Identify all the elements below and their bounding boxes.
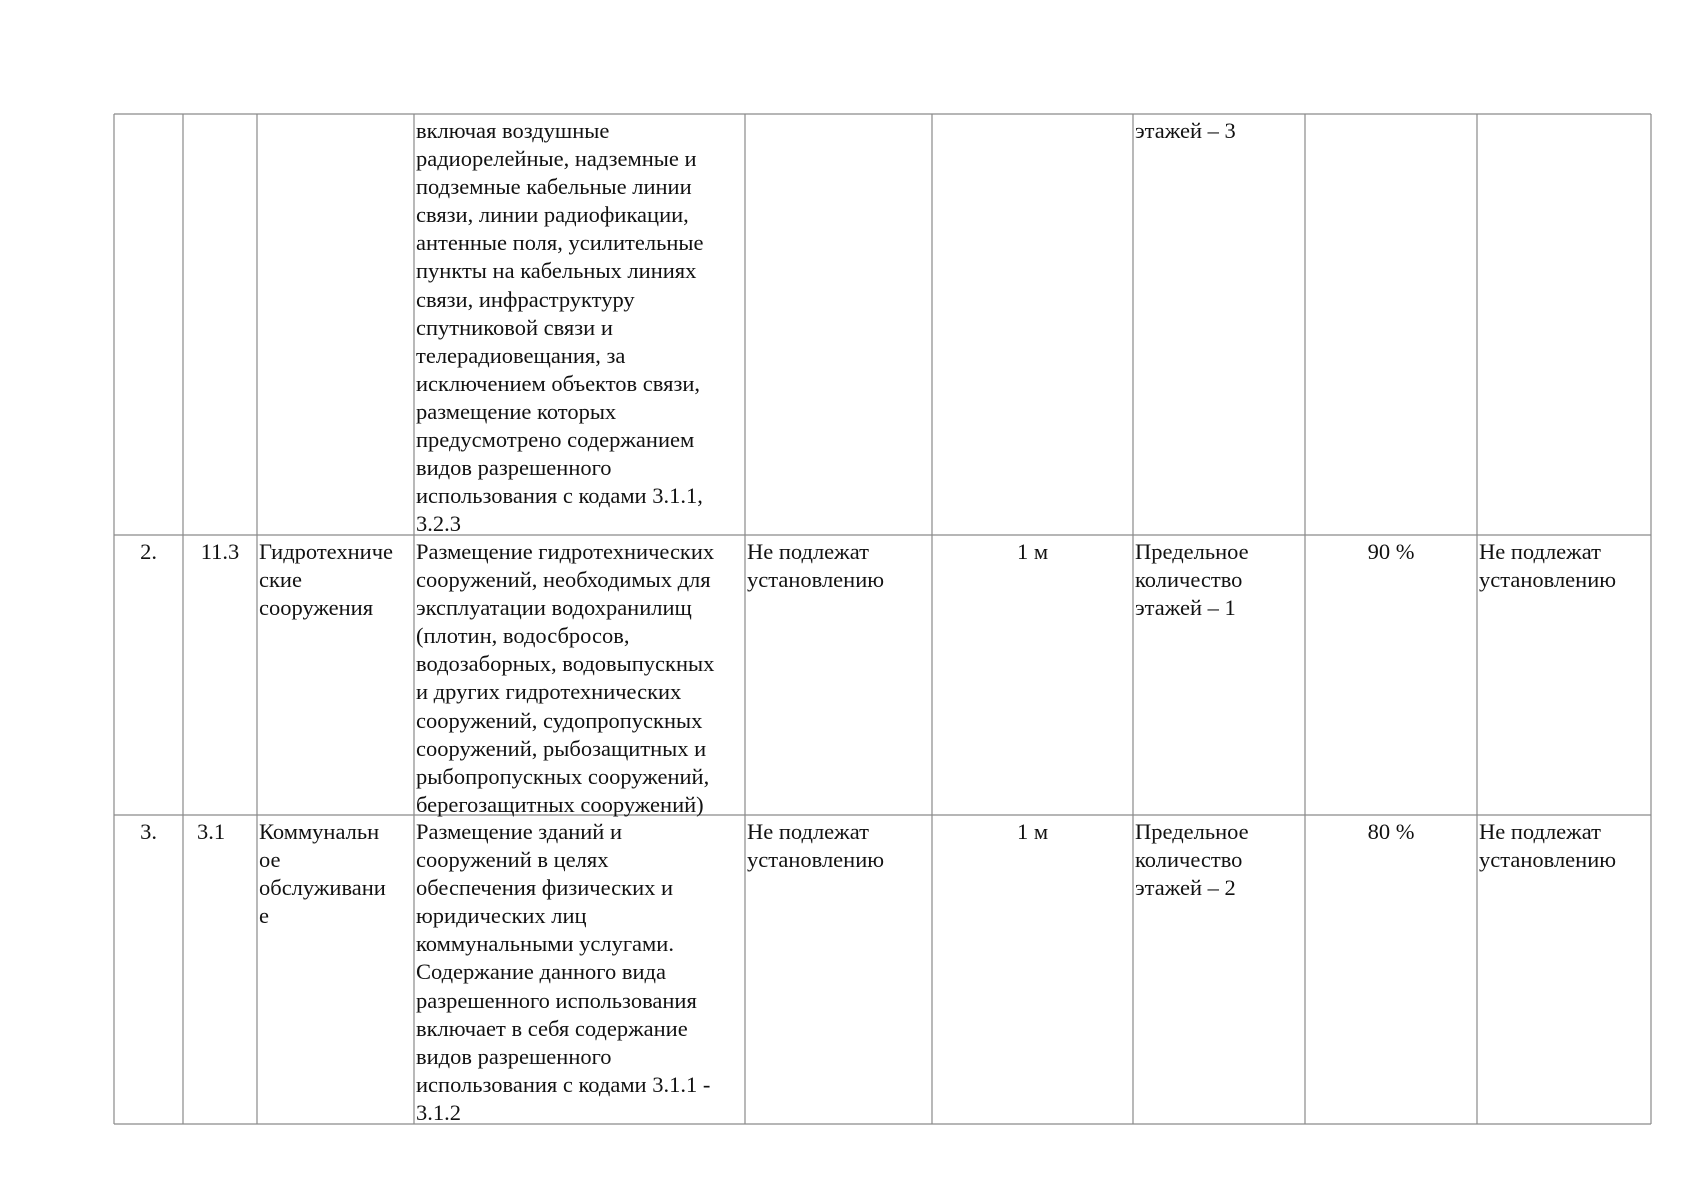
table-cell-other: Не подлежат установлению bbox=[1479, 819, 1617, 873]
table-cell-plot-size: Не подлежат установлению bbox=[747, 819, 885, 873]
table-cell-description: Размещение гидротехнических сооружений, необходимых для эксплуатации водохранилищ (плотин, водосбросов, водозаборных, водовыпускных и других гидротехнических сооружений, судопропускных сооружений, рыбозащитных и рыбопропускных сооружений, берегозащитных сооружений) bbox=[416, 539, 715, 817]
table-cell-description: включая воздушные радиорелейные, надземные и подземные кабельные линии связи, линии радиофикации, антенные поля, усилительные пункты на кабельных линиях связи, инфраструктуру спутниковой связи и телерадиовещания, за исключением объектов связи, размещение которых предусмотрено содержанием видов разрешенного использования с кодами 3.1.1, 3.2.3 bbox=[416, 118, 704, 537]
table-cell-code: 11.3 bbox=[200, 539, 240, 564]
table-cell-name: Гидротехниче ские сооружения bbox=[259, 539, 394, 621]
table-cell-floors: этажей – 3 bbox=[1135, 118, 1236, 143]
table-cell-setback: 1 м bbox=[1016, 819, 1049, 844]
table-cell-code: 3.1 bbox=[197, 819, 226, 844]
table-cell-coverage: 80 % bbox=[1367, 819, 1415, 844]
table-cell-other: Не подлежат установлению bbox=[1479, 539, 1617, 593]
table-cell-number: 2. bbox=[140, 539, 157, 564]
table-cell-name: Коммунальн ое обслуживани е bbox=[259, 819, 386, 929]
table-cell-floors: Предельное количество этажей – 1 bbox=[1135, 539, 1249, 621]
table-cell-coverage: 90 % bbox=[1367, 539, 1415, 564]
table-cell-plot-size: Не подлежат установлению bbox=[747, 539, 885, 593]
table-cell-floors: Предельное количество этажей – 2 bbox=[1135, 819, 1249, 901]
table-cell-number: 3. bbox=[140, 819, 157, 844]
table-cell-description: Размещение зданий и сооружений в целях обеспечения физических и юридических лиц коммунальными услугами. Содержание данного вида разрешенного использования включает в себя содержание видов разрешенного использования с кодами 3.1.1 - 3.1.2 bbox=[416, 819, 711, 1125]
table-cell-setback: 1 м bbox=[1016, 539, 1049, 564]
